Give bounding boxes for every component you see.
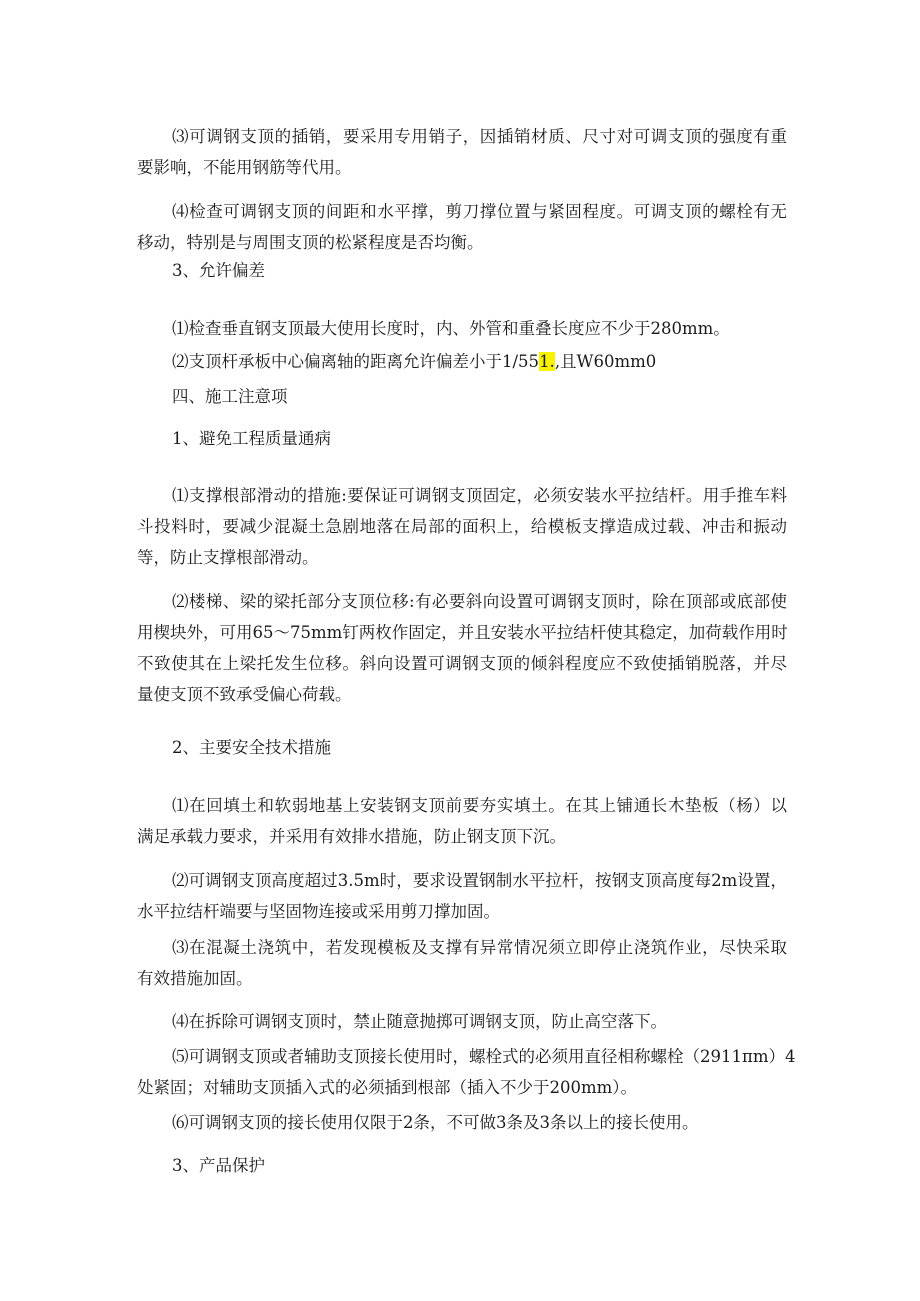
paragraph-safety-2-height [137,865,787,927]
paragraph-line: 水平拉结杆端要与坚固物连接或采用剪刀撑加固。 [137,902,500,921]
highlighted-text: 1. [539,352,555,371]
paragraph-item-1-length: ⑴检查垂直钢支顶最大使用长度时，内、外管和重叠长度应不少于280mm。 [172,319,730,338]
paragraph-item-2-deviation [172,346,656,377]
paragraph-item-3-pin [137,121,787,183]
paragraph-safety-3-pouring [137,932,787,994]
paragraph-line: ⑴支撑根部滑动的措施:要保证可调钢支顶固定，必须安装水平拉结杆。用手推车料 [172,486,787,505]
section-heading-safety-measures: 2、主要安全技术措施 [172,738,331,757]
paragraph-line: 量使支顶不致承受偏心荷载。 [137,685,352,704]
paragraph-support-base-sliding [137,480,787,573]
deviation-text-pre: ⑵支顶杆承板中心偏离轴的距离允许偏差小于1/55 [172,352,540,371]
paragraph-line: ⑶可调钢支顶的插销，要采用专用销子，因插销材质、尺寸对可调支顶的强度有重 [172,127,787,146]
paragraph-line: 有效措施加固。 [137,969,253,988]
paragraph-line: ⑸可调钢支顶或者辅助支顶接长使用时，螺栓式的必须用直径相称螺栓（2911πm）4 [172,1047,796,1066]
paragraph-line: 不致使其在上梁托发生位移。斜向设置可调钢支顶的倾斜程度应不致使插销脱落，并尽 [137,654,787,673]
paragraph-line: ⑷检查可调钢支顶的间距和水平撑，剪刀撑位置与紧固程度。可调支顶的螺栓有无 [172,202,787,221]
paragraph-line: 斗投料时，要减少混凝土急剧地落在局部的面积上，给模板支撑造成过载、冲击和振动 [137,517,787,536]
paragraph-safety-6-extension-limit: ⑹可调钢支顶的接长使用仅限于2条，不可做3条及3条以上的接长使用。 [172,1113,699,1132]
paragraph-line: 要影响，不能用钢筋等代用。 [137,158,352,177]
paragraph-line: ⑵楼梯、梁的梁托部分支顶位移:有必要斜向设置可调钢支顶时，除在顶部或底部使 [172,592,787,611]
paragraph-line: ⑶在混凝土浇筑中，若发现模板及支撑有异常情况须立即停止浇筑作业，尽快采取 [172,938,787,957]
section-heading-allowable-deviation: 3、允许偏差 [172,261,265,280]
paragraph-safety-5-extension [137,1041,796,1103]
paragraph-line: 移动，特别是与周围支顶的松紧程度是否均衡。 [137,233,484,252]
paragraph-line: 满足承载力要求，并采用有效排水措施，防止钢支顶下沉。 [137,827,566,846]
paragraph-safety-1-backfill [137,790,787,852]
paragraph-stair-beam-displacement [137,586,787,710]
paragraph-line: 处紧固；对辅助支顶插入式的必须插到根部（插入不少于200mm）。 [137,1078,638,1097]
paragraph-safety-4-removal: ⑷在拆除可调钢支顶时，禁止随意抛掷可调钢支顶，防止高空落下。 [172,1012,667,1031]
paragraph-line: ⑵可调钢支顶高度超过3.5m时，要求设置钢制水平拉杆，按钢支顶高度每2m设置， [172,871,787,890]
section-heading-product-protection: 3、产品保护 [172,1156,265,1175]
paragraph-item-4-inspect [137,196,787,258]
paragraph-line: 等，防止支撑根部滑动。 [137,548,319,567]
deviation-text-post: ,且W60mm0 [554,352,657,371]
section-heading-avoid-quality-defects: 1、避免工程质量通病 [172,429,331,448]
section-heading-construction-notes: 四、施工注意项 [172,387,288,406]
paragraph-line: 用楔块外，可用65〜75mm钉两枚作固定，并且安装水平拉结杆使其稳定，加荷载作用时 [137,623,788,642]
paragraph-line: ⑴在回填土和软弱地基上安装钢支顶前要夯实填土。在其上铺通长木垫板（杨）以 [172,796,787,815]
